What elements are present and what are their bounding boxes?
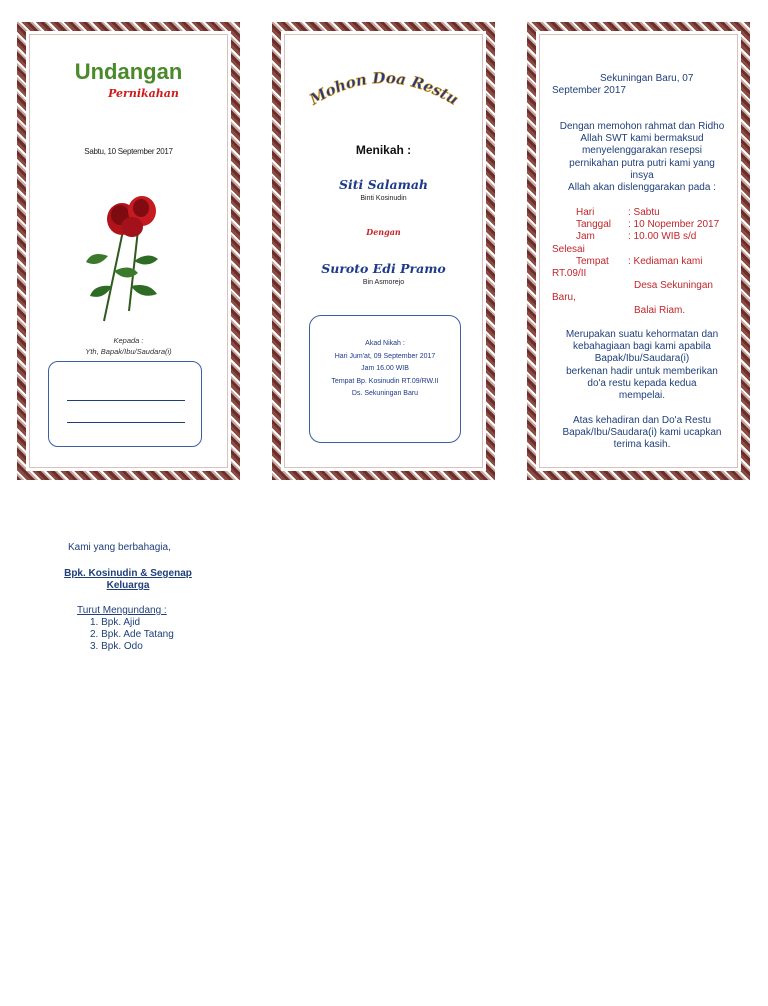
cover-panel — [17, 22, 240, 480]
event-date: Sabtu, 10 September 2017 — [84, 147, 173, 156]
akad-line: Tempat Bp. Kosinudin RT.09/RW.II — [331, 377, 439, 385]
svg-text:Mohon Doa Restu — [306, 69, 462, 109]
event-details — [552, 207, 748, 317]
details-panel — [527, 22, 750, 480]
honor-line: berkenan hadir untuk memberikan — [566, 365, 718, 377]
family-line: Bpk. Kosinudin & Segenap — [64, 568, 192, 579]
kepada-label: Kepada : — [113, 336, 144, 345]
baru-text: Baru, — [552, 292, 576, 304]
invitee-list — [90, 617, 174, 653]
thanks-line: Atas kehadiran dan Do'a Restu — [572, 415, 712, 426]
honor-line: do'a restu kepada kedua — [587, 377, 697, 389]
yth-label: Yth, Bapak/Ibu/Saudara(i) — [85, 347, 172, 356]
mohon-doa-restu-heading — [301, 59, 466, 115]
invitation-title: Undangan — [74, 59, 183, 84]
intro-line: pernikahan putra putri kami yang — [569, 157, 715, 169]
address-box — [48, 361, 202, 447]
family-name — [40, 568, 216, 592]
address-line — [67, 422, 185, 423]
list-item: 3. Bpk. Odo — [90, 641, 143, 652]
list-item: 2. Bpk. Ade Tatang — [90, 629, 174, 640]
akad-box — [309, 315, 461, 443]
thanks-line: terima kasih. — [613, 439, 671, 451]
akad-line: Ds. Sekuningan Baru — [351, 390, 419, 397]
couple-panel — [272, 22, 495, 480]
mohon-doa-restu-text: Mohon Doa Restu — [306, 68, 462, 109]
akad-line: Hari Jum'at, 09 September 2017 — [334, 352, 436, 360]
intro-line: Dengan memohon rahmat dan Ridho — [559, 121, 725, 132]
list-item: 1. Bpk. Ajid — [90, 617, 141, 628]
thanks-line: Bapak/Ibu/Saudara(i) kami ucapkan — [562, 427, 722, 439]
groom-parent: Bin Asmorejo — [362, 279, 405, 286]
akad-line: Jam 16.00 WIB — [361, 365, 409, 372]
honor-line: kebahagiaan bagi kami apabila — [573, 341, 711, 353]
place-date-line: September 2017 — [552, 85, 626, 97]
dengan-label: Dengan — [366, 227, 401, 237]
intro-line: Allah akan dislenggarakan pada : — [568, 182, 716, 194]
desa-text: Desa Sekuningan — [634, 280, 713, 292]
place-date — [552, 73, 742, 97]
family-line: Keluarga — [106, 580, 150, 591]
intro-text — [544, 121, 740, 194]
honor-line: Bapak/Ibu/Saudara(i) — [594, 353, 690, 365]
detail-row: Jam : 10.00 WIB s/d — [576, 231, 697, 243]
invitation-subtitle: Pernikahan — [108, 87, 179, 100]
detail-row: Tanggal : 10 Nopember 2017 — [576, 219, 720, 231]
bride-name: Siti Salamah — [338, 177, 429, 192]
detail-row: Hari : Sabtu — [576, 207, 660, 218]
honor-text — [544, 329, 740, 402]
address-line — [67, 400, 185, 401]
turut-mengundang-label: Turut Mengundang : — [77, 605, 167, 616]
honor-line: mempelai. — [618, 390, 666, 402]
rt-text: RT.09/II — [552, 268, 587, 280]
bride-parent: Binti Kosinudin — [360, 195, 407, 202]
detail-row: Tempat : Kediaman kami — [576, 255, 703, 267]
intro-line: Allah SWT kami bermaksud — [580, 133, 704, 145]
place-date-line: Sekuningan Baru, 07 — [600, 73, 694, 84]
intro-line: menyelenggarakan resepsi — [581, 145, 703, 157]
balai-text: Balai Riam. — [634, 304, 686, 316]
kepada-block — [26, 335, 231, 357]
greeting-text: Kami yang berbahagia, — [68, 542, 171, 553]
selesai-text: Selesai — [552, 243, 585, 255]
groom-name: Suroto Edi Pramo — [321, 261, 446, 276]
menikah-label: Menikah : — [355, 143, 412, 157]
honor-line: Merupakan suatu kehormatan dan — [565, 329, 719, 340]
thanks-text — [544, 415, 740, 452]
intro-line: insya — [630, 169, 654, 181]
akad-line: Akad Nikah : — [365, 340, 405, 347]
red-rose-icon — [84, 181, 174, 331]
